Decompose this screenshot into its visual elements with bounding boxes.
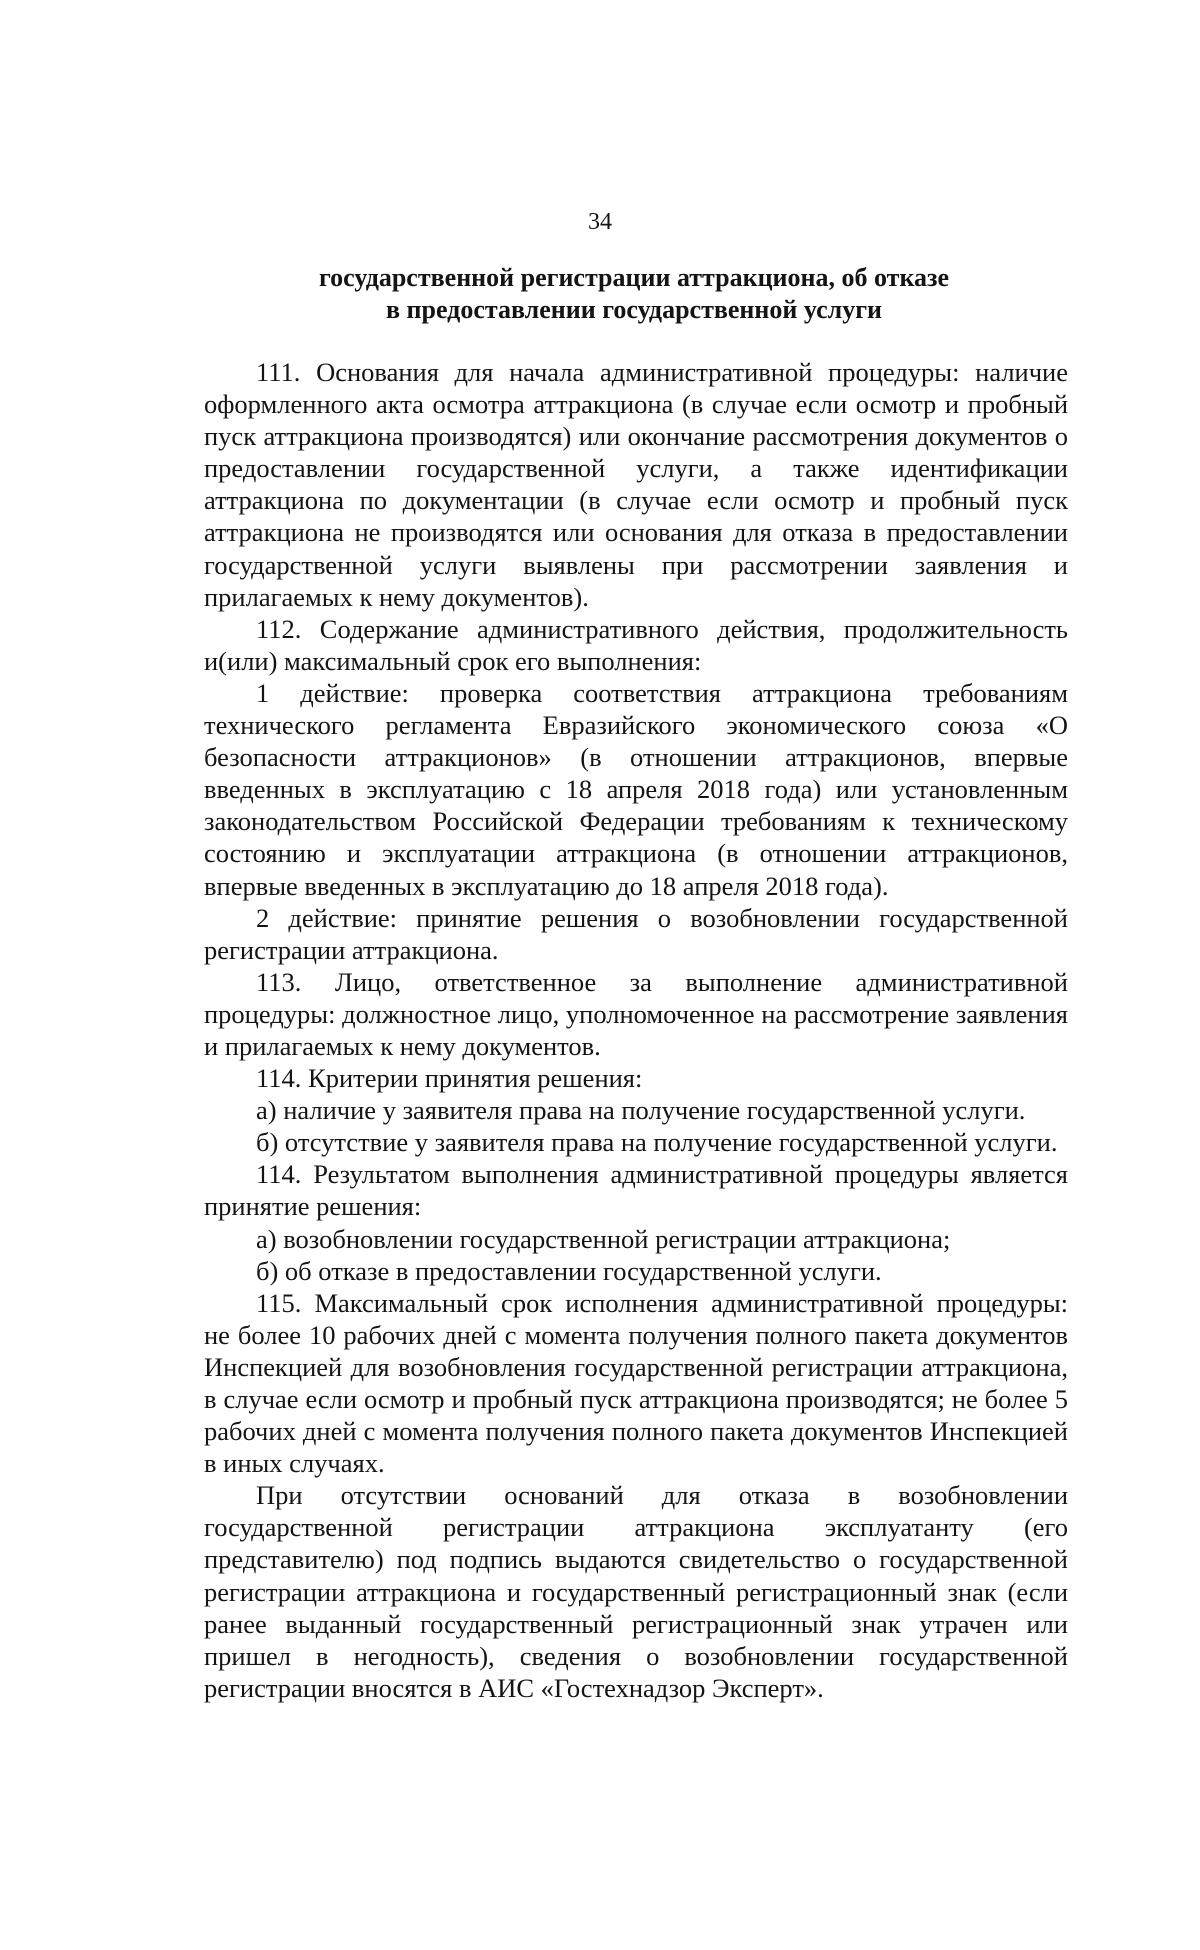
paragraph-criteria-b: б) отсутствие у заявителя права на получение государственной услуги. [256, 1127, 1058, 1158]
paragraph-criteria-a: а) наличие у заявителя права на получение государственной услуги. [256, 1095, 1026, 1126]
paragraph-114-criteria: 114. Критерии принятия решения: [256, 1063, 643, 1094]
paragraph-111: 111. Основания для начала административной процедуры: наличие оформленного акта осмотра аттракциона (в случае если осмотр и пробный пуск аттракциона производятся) или окончание рассмотрения документов о предоставлении государственной услуги, а также идентификации аттракциона по документации (в случае если осмотр и пробный пуск аттракциона не производятся или основания для отказа в предоставлении государственной услуги выявлены при рассмотрении заявления и прилагаемых к нему документов). [204, 357, 1068, 612]
paragraph-action-1: 1 действие: проверка соответствия аттракциона требованиям технического регламента Евразийского экономического союза «О безопасности аттракционов» (в отношении аттракционов, впервые введенных в эксплуатацию с 18 апреля 2018 года) или установленным законодательством Российской Федерации требованиям к техническому состоянию и эксплуатации аттракциона (в отношении аттракционов, впервые введенных в эксплуатацию до 18 апреля 2018 года). [204, 677, 1068, 901]
paragraph-result-a: а) возобновлении государственной регистрации аттракциона; [256, 1223, 951, 1254]
paragraph-114-result: 114. Результатом выполнения административной процедуры является принятие решения: [204, 1159, 1068, 1222]
section-heading-line-2: в предоставлении государственной услуги [385, 295, 882, 324]
section-heading [200, 262, 1068, 326]
paragraph-115: 115. Максимальный срок исполнения административной процедуры: не более 10 рабочих дней с момента получения полного пакета документов Инспекцией для возобновления государственной регистрации аттракциона, в случае если осмотр и пробный пуск аттракциона производятся; не более 5 рабочих дней с момента получения полного пакета документов Инспекцией в иных случаях. [204, 1287, 1068, 1479]
paragraph-112: 112. Содержание административного действия, продолжительность и(или) максимальный срок его выполнения: [204, 613, 1068, 676]
document-body [204, 356, 1068, 1704]
paragraph-final: При отсутствии оснований для отказа в возобновлении государственной регистрации аттракциона эксплуатанту (его представителю) под подпись выдаются свидетельство о государственной регистрации аттракциона и государственный регистрационный знак (если ранее выданный государственный регистрационный знак утрачен или пришел в негодность), сведения о возобновлении государственной регистрации вносятся в АИС «Гостехнадзор Эксперт». [204, 1480, 1068, 1703]
paragraph-action-2: 2 действие: принятие решения о возобновлении государственной регистрации аттракциона. [204, 902, 1068, 965]
paragraph-113: 113. Лицо, ответственное за выполнение административной процедуры: должностное лицо, уполномоченное на рассмотрение заявления и прилагаемых к нему документов. [204, 966, 1068, 1061]
paragraph-result-b: б) об отказе в предоставлении государственной услуги. [256, 1255, 882, 1286]
page-number: 34 [588, 209, 612, 235]
section-heading-line-1: государственной регистрации аттракциона, об отказе [318, 263, 950, 292]
